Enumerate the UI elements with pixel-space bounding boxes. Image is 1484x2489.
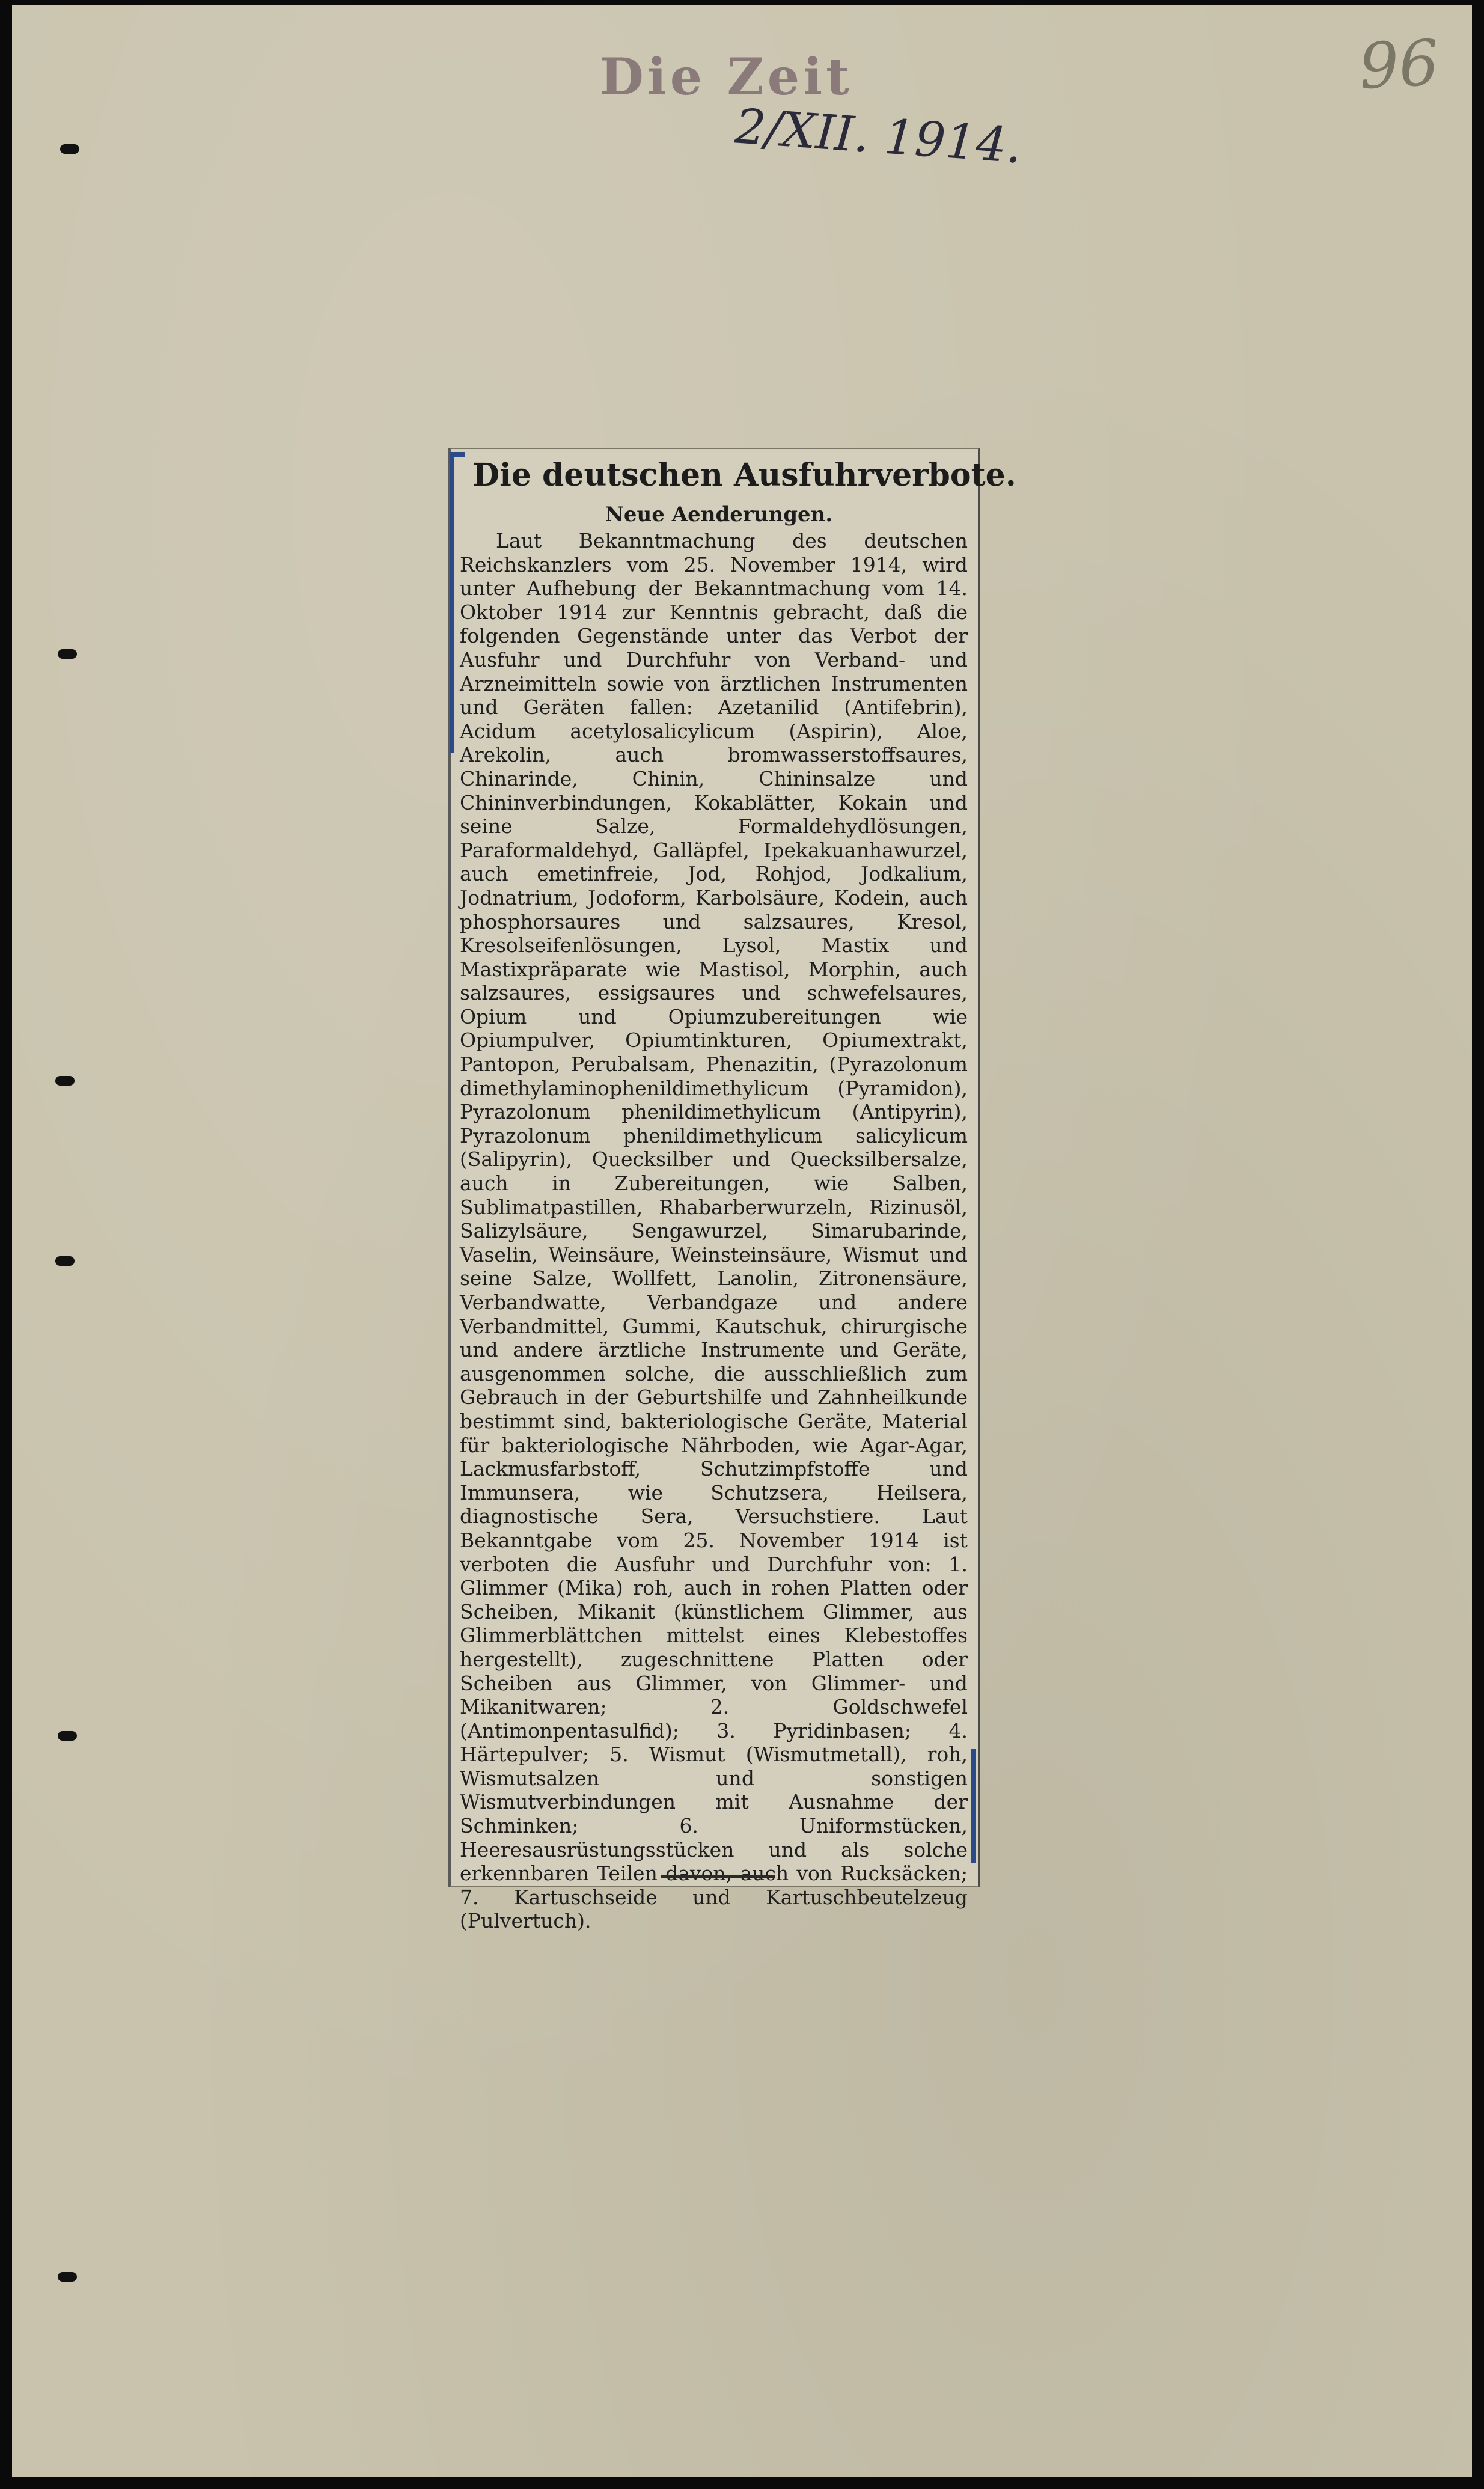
handwritten-date: 2/XII. 1914. [733, 98, 1024, 174]
binding-hole [58, 1731, 77, 1741]
binding-hole [58, 2272, 77, 2282]
end-rule [661, 1875, 775, 1878]
newspaper-stamp: Die Zeit [600, 47, 853, 106]
binding-hole [60, 144, 79, 154]
article-subheadline: Neue Aenderungen. [605, 502, 833, 527]
binding-hole [58, 649, 77, 659]
binding-hole [55, 1256, 75, 1266]
article-headline: Die deutschen Ausfuhrverbote. [472, 457, 1016, 493]
folio-number: 96 [1357, 26, 1441, 103]
article-body: Laut Bekanntmachung des deutschen Reichskanzlers vom 25. November 1914, wird unter Aufhebung der Bekanntmachung vom 14. Oktober 1914 zur Kenntnis gebracht, daß die folgenden Gegenstände unter das Verbot der Ausfuhr und Durchfuhr von Verband- und Arzneimitteln sowie von ärztlichen Instrumenten und Geräten fallen: Azetanilid (Antifebrin), Acidum acetylosalicylicum (Aspirin), Aloe, Arekolin, auch bromwasserstoffsaures, Chinarinde, Chinin, Chininsalze und Chininverbindungen, Kokablätter, Kokain und seine Salze, Formaldehydlösungen, Paraformaldehyd, Galläpfel, Ipekakuanhawurzel, auch emetinfreie, Jod, Rohjod, Jodkalium, Jodnatrium, Jodoform, Karbolsäure, Kodein, auch phosphorsaures und salzsaures, Kresol, Kresolseifenlösungen, Lysol, Mastix und Mastixpräparate wie Mastisol, Morphin, auch salzsaures, essigsaures und schwefelsaures, Opium und Opiumzubereitungen wie Opiumpulver, Opiumtinkturen, Opiumextrakt, Pantopon, Perubalsam, Phenazitin, (Pyrazolonum dimethylaminophenildimethylicum (Pyramidon), Pyrazolonum phenildimethylicum (Antipyrin), Pyrazolonum phenildimethylicum salicylicum (Salipyrin), Quecksilber und Quecksilbersalze, auch in Zubereitungen, wie Salben, Sublimatpastillen, Rhabarberwurzeln, Rizinusöl, Salizylsäure, Sengawurzel, Simarubarinde, Vaselin, Weinsäure, Weinsteinsäure, Wismut und seine Salze, Wollfett, Lanolin, Zitronensäure, Verbandwatte, Verbandgaze und andere Verbandmittel, Gummi, Kautschuk, chirurgische und andere ärztliche Instrumente und Geräte, ausgenommen solche, die ausschließlich zum Gebrauch in der Geburtshilfe und Zahnheilkunde bestimmt sind, bakteriologische Geräte, Material für bakteriologische Nährboden, wie Agar-Agar, Lackmusfarbstoff, Schutzimpfstoffe und Immunsera, wie Schutzsera, Heilsera, diagnostische Sera, Versuchstiere. Laut Bekanntgabe vom 25. November 1914 ist verboten die Ausfuhr und Durchfuhr von: 1. Glimmer (Mika) roh, auch in rohen Platten oder Scheiben, Mikanit (künstlichem Glimmer, aus Glimmerblättchen mittelst eines Klebestoffes hergestellt), zugeschnittene Platten oder Scheiben aus Glimmer, von Glimmer- und Mikanitwaren; 2. Goldschwefel (Antimonpentasulfid); 3. Pyridinbasen; 4. Härtepulver; 5. Wismut (Wismutmetall), roh, Wismutsalzen und sonstigen Wismutverbindungen mit Ausnahme der Schminken; 6. Uniformstücken, Heeresausrüstungsstücken und als solche erkennbaren Teilen davon, auch von Rucksäcken; 7. Kartuschseide und Kartuschbeutelzeug (Pulvertuch). [460, 529, 968, 1933]
binding-hole [55, 1076, 75, 1086]
